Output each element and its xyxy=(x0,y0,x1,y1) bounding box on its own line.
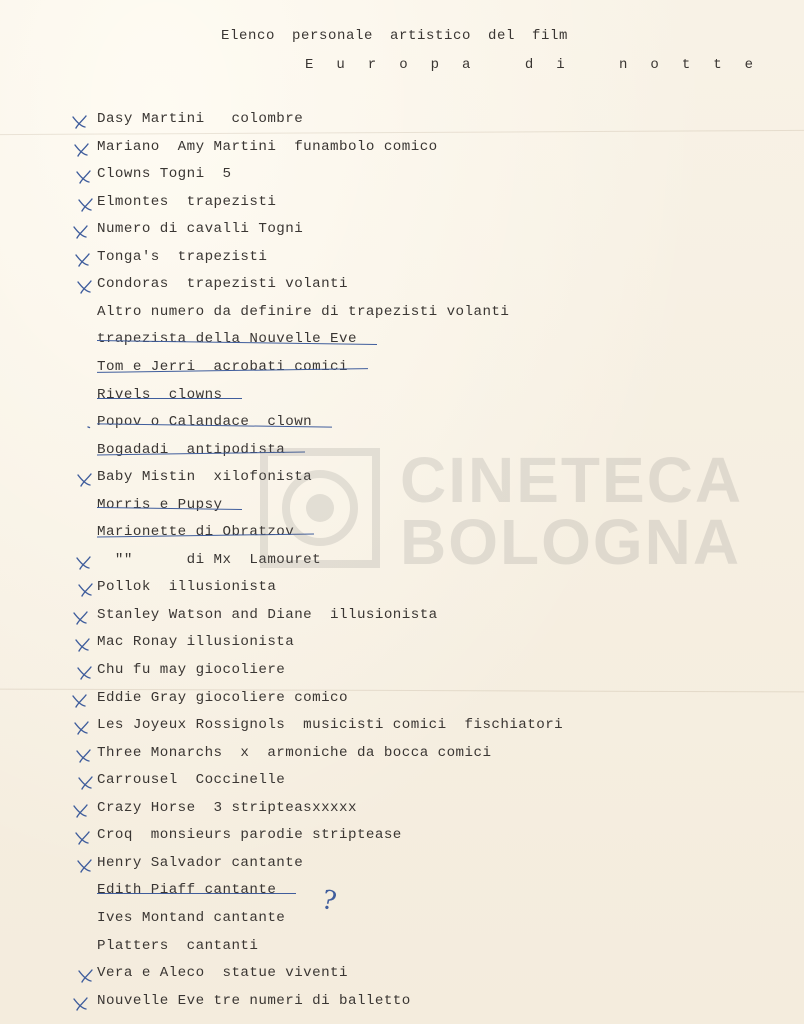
check-mark-icon xyxy=(75,194,97,214)
list-item xyxy=(0,936,700,960)
list-item xyxy=(0,688,700,712)
check-mark-icon xyxy=(74,855,96,875)
check-mark-icon xyxy=(75,965,97,985)
film-title: E u r o p a d i n o t t e xyxy=(305,57,761,73)
list-item xyxy=(0,137,700,161)
list-item-text: Platters cantanti xyxy=(97,937,259,954)
list-item xyxy=(0,247,700,271)
list-item-text: Marionette di Obratzov xyxy=(97,524,295,541)
list-item xyxy=(0,550,700,574)
check-mark-icon xyxy=(74,662,96,682)
list-item xyxy=(0,880,700,904)
list-item-text: Tonga's trapezisti xyxy=(97,248,268,265)
check-mark-icon xyxy=(69,111,91,131)
list-item xyxy=(0,385,700,409)
list-item xyxy=(0,440,700,464)
watermark-text-line2: BOLOGNA xyxy=(400,506,742,578)
list-item xyxy=(0,192,700,216)
list-item xyxy=(0,495,700,519)
list-item-text: Crazy Horse 3 stripteasxxxxx xyxy=(97,799,357,816)
check-mark-icon xyxy=(72,249,94,269)
check-mark-icon xyxy=(69,690,91,710)
list-item-text: "" di Mx Lamouret xyxy=(97,551,322,568)
list-item-text: Mac Ronay illusionista xyxy=(97,634,295,651)
list-item-text: Nouvelle Eve tre numeri di balletto xyxy=(97,992,411,1009)
list-item-text: Bogadadi antipodista xyxy=(97,441,286,458)
list-item xyxy=(0,991,700,1015)
check-mark-icon xyxy=(73,552,95,572)
list-item-text: Chu fu may giocoliere xyxy=(97,662,286,678)
list-item-text: Baby Mistin xilofonista xyxy=(97,469,313,486)
list-item-text: Vera e Aleco statue viventi xyxy=(97,965,348,982)
list-item-text: trapezista della Nouvelle Eve xyxy=(97,331,357,348)
handwritten-question-mark: ? xyxy=(319,884,339,918)
check-mark-icon xyxy=(73,166,95,186)
list-item xyxy=(0,219,700,243)
list-item-text: Mariano Amy Martini funambolo comico xyxy=(97,138,438,155)
list-item-text: Stanley Watson and Diane illusionista xyxy=(97,606,438,623)
check-mark-icon xyxy=(71,717,93,737)
list-item xyxy=(0,357,700,381)
list-item xyxy=(0,412,700,436)
list-item xyxy=(0,825,700,849)
list-item-text: Pollok illusionista xyxy=(97,579,277,596)
check-mark-icon xyxy=(70,993,92,1013)
check-mark-icon xyxy=(74,276,96,296)
ink-dot-icon xyxy=(70,414,92,434)
list-item xyxy=(0,467,700,491)
list-item xyxy=(0,109,700,133)
list-item-text: Morris e Pupsy xyxy=(97,496,223,513)
check-mark-icon xyxy=(75,579,97,599)
watermark-text-line1: CINETECA xyxy=(400,444,744,516)
check-mark-icon xyxy=(70,221,92,241)
list-item-text: Altro numero da definire di trapezisti volanti xyxy=(97,303,510,320)
list-item-text: Henry Salvador cantante xyxy=(97,854,304,871)
list-item-text: Eddie Gray giocoliere comico xyxy=(97,689,348,706)
list-item-text: Edith Piaff cantante xyxy=(97,882,277,899)
check-mark-icon xyxy=(70,800,92,820)
list-item xyxy=(0,605,700,629)
list-item xyxy=(0,522,700,546)
list-item-text: Les Joyeux Rossignols musicisti comici fischiatori xyxy=(97,717,564,734)
list-item-text: Condoras trapezisti volanti xyxy=(97,276,348,293)
check-mark-icon xyxy=(73,745,95,765)
cineteca-bologna-watermark xyxy=(260,440,744,600)
check-mark-icon xyxy=(72,634,94,654)
list-item xyxy=(0,743,700,767)
list-item-text: Clowns Togni 5 xyxy=(97,166,232,183)
list-item-text: Carrousel Coccinelle xyxy=(97,772,286,789)
list-item xyxy=(0,963,700,987)
document-title: Elenco personale artistico del film xyxy=(221,28,569,44)
list-item-text: Popov o Calandace clown xyxy=(97,414,313,431)
list-item xyxy=(0,329,700,353)
list-item-text: Tom e Jerri acrobati comici xyxy=(97,358,348,375)
list-item-text: Three Monarchs x armoniche da bocca comici xyxy=(97,744,492,761)
check-mark-icon xyxy=(75,772,97,792)
check-mark-icon xyxy=(70,607,92,627)
strikethrough-line xyxy=(97,398,242,399)
list-item xyxy=(0,660,700,684)
list-item-text: Dasy Martini colombre xyxy=(97,111,304,127)
list-item xyxy=(0,577,700,601)
list-item xyxy=(0,302,700,326)
strikethrough-line xyxy=(97,893,296,894)
list-item xyxy=(0,908,700,932)
list-item xyxy=(0,770,700,794)
check-mark-icon xyxy=(74,469,96,489)
list-item xyxy=(0,164,700,188)
list-item-text: Elmontes trapezisti xyxy=(97,193,277,210)
list-item xyxy=(0,715,700,739)
list-item-text: Croq monsieurs parodie striptease xyxy=(97,827,402,844)
list-item xyxy=(0,274,700,298)
list-item xyxy=(0,798,700,822)
check-mark-icon xyxy=(71,139,93,159)
check-mark-icon xyxy=(72,827,94,847)
list-item-text: Numero di cavalli Togni xyxy=(97,221,304,238)
list-item-text: Rivels clowns xyxy=(97,386,223,403)
list-item xyxy=(0,632,700,656)
list-item-text: Ives Montand cantante xyxy=(97,909,286,926)
list-item xyxy=(0,853,700,877)
